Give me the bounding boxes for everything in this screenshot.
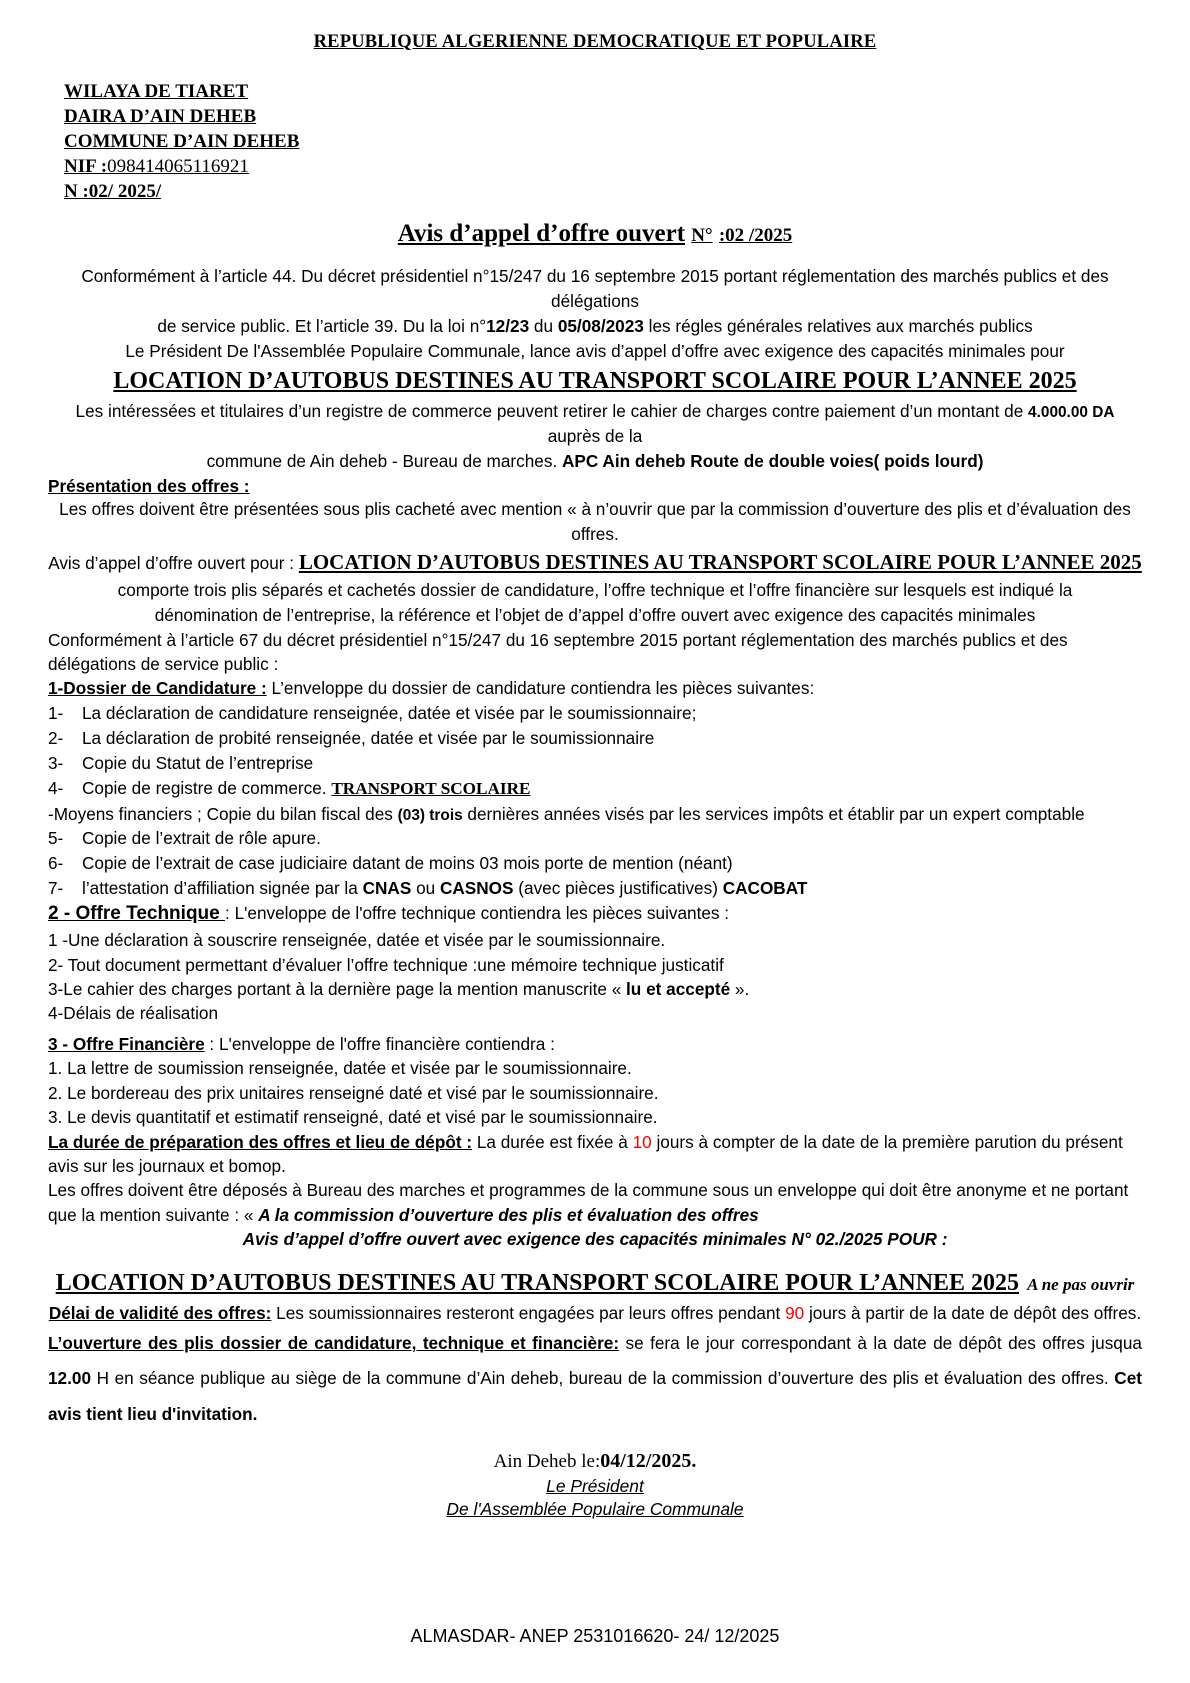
intro-line-3: Le Président De l'Assemblée Populaire Communale, lance avis d’appel d’offre avec exigence des capacités minimales pour	[125, 341, 1065, 362]
candidature-heading: 1-Dossier de Candidature : L’enveloppe du dossier de candidature contiendra les pièces suivantes:	[48, 678, 815, 699]
presentation-heading: Présentation des offres :	[48, 476, 250, 497]
letterhead	[64, 79, 1142, 204]
transport-scolaire-emphasis: TRANSPORT SCOLAIRE	[331, 778, 531, 798]
list-marker: 6-	[48, 853, 64, 874]
financiere-item-3: 3. Le devis quantitatif et estimatif renseigné, daté et visé par le soumissionnaire.	[48, 1107, 658, 1128]
signature-place-date: Ain Deheb le:04/12/2025.	[493, 1449, 697, 1472]
letterhead-wilaya: WILAYA DE TIARET	[64, 81, 249, 102]
national-header	[48, 32, 1142, 53]
presentation-p4: dénomination de l’entreprise, la référence et l’objet de d’appel d’offre ouvert avec exigence des capacités minimales	[154, 604, 1036, 625]
list-marker: 3-	[48, 752, 64, 773]
page-title	[48, 220, 1142, 248]
candidature-list-cont	[48, 826, 1142, 901]
intro-loi: 12/23	[486, 316, 530, 337]
list-item	[48, 726, 1142, 751]
letterhead-ref: N :02/ 2025/	[64, 181, 162, 203]
presentation-p3: comporte trois plis séparés et cachetés dossier de candidature, l’offre technique et l’offre financière sur lesquels est indiqué la	[117, 579, 1073, 600]
list-marker: 1-	[48, 702, 64, 723]
final-title-note: A ne pas ouvrir	[1027, 1275, 1135, 1295]
technique-heading: 2 - Offre Technique : L'enveloppe de l'offre technique contiendra les pièces suivantes :	[48, 903, 730, 925]
intro-line-1: Conformément à l’article 44. Du décret présidentiel n°15/247 du 16 septembre 2015 portant réglementation des marchés publics et des délégations	[81, 266, 1109, 312]
list-text: Copie de l’extrait de case judiciaire datant de moins 03 mois porte de mention (néant)	[82, 853, 733, 874]
presentation-p1: Les offres doivent être présentées sous plis cacheté avec mention « à n’ouvrir que par la commission d’ouverture des plis et d’évaluation des offres.	[59, 499, 1131, 545]
candidature-list	[48, 701, 1142, 802]
intro-line-2: de service public. Et l’article 39. Du la loi n°12/23 du 05/08/2023 les régles générales relatives aux marchés publics	[157, 316, 1033, 337]
national-header-text: REPUBLIQUE ALGERIENNE DEMOCRATIQUE ET POPULAIRE	[313, 32, 877, 52]
list-marker: 7-	[48, 878, 64, 899]
depot-paragraph: Les offres doivent être déposés à Bureau des marches et programmes de la commune sous un enveloppe qui doit être anonyme et ne portant que la mention suivante : « A la commission d’ouverture des plis et évaluation des offres	[48, 1180, 1129, 1225]
retrait-address: APC Ain deheb Route de double voies( poids lourd)	[562, 451, 984, 472]
signature-role-2: De l'Assemblée Populaire Communale	[446, 1499, 744, 1520]
intro-date: 05/08/2023	[557, 316, 644, 337]
object-title-text: LOCATION D’AUTOBUS DESTINES AU TRANSPORT SCOLAIRE POUR L’ANNEE 2025	[113, 368, 1077, 395]
list-item	[48, 826, 1142, 851]
duree-days: 10	[632, 1131, 652, 1152]
casnos-label: CASNOS	[439, 878, 514, 899]
lu-et-accepte: lu et accepté	[626, 979, 731, 1000]
duree-paragraph: La durée de préparation des offres et lieu de dépôt : La durée est fixée à 10 jours à compter de la date de la première parution du présent avis sur les journaux et bomop.	[48, 1131, 1123, 1176]
letterhead-commune: COMMUNE D’AIN DEHEB	[64, 131, 300, 153]
ouverture-paragraph: L’ouverture des plis dossier de candidature, technique et financière: se fera le jour correspondant à la date de dépôt des offres jusqua 12.00 H en séance publique au siège de la commune d’Ain deheb, bureau de la commission d’ouverture des plis et évaluation des offres. Cet avis tient lieu d'invitation.	[48, 1333, 1142, 1424]
depot-mention-2: Avis d’appel d’offre ouvert avec exigence des capacités minimales N° 02./2025 POUR :	[242, 1229, 948, 1250]
technique-heading-label: 2 - Offre Technique	[48, 903, 226, 925]
retrait-line-1: Les intéressées et titulaires d’un registre de commerce peuvent retirer le cahier de charges contre paiement d’un montant de 4.000.00 DA auprès de la	[75, 401, 1115, 447]
list-marker: 4-	[48, 777, 64, 798]
list-item	[48, 876, 1142, 901]
financiere-item-2: 2. Le bordereau des prix unitaires renseigné daté et visé par le soumissionnaire.	[48, 1082, 659, 1103]
technique-item-3: 3-Le cahier des charges portant à la dernière page la mention manuscrite « lu et accepté ».	[48, 979, 750, 1000]
list-text: l’attestation d’affiliation signée par la CNAS ou CASNOS (avec pièces justificatives) CACOBAT	[82, 878, 808, 899]
list-item	[48, 701, 1142, 726]
ouverture-invitation: Cet avis tient lieu d'invitation.	[48, 1368, 1142, 1424]
duree-heading: La durée de préparation des offres et lieu de dépôt :	[48, 1131, 473, 1152]
technique-item-1: 1 -Une déclaration à souscrire renseignée, datée et visée par le soumissionnaire.	[48, 930, 666, 951]
footer	[0, 1626, 1190, 1647]
financiere-heading: 3 - Offre Financière : L'enveloppe de l'offre financière contiendra :	[48, 1033, 555, 1054]
validite-paragraph: Délai de validité des offres: Les soumissionnaires resteront engagées par leurs offres pendant 90 jours à partir de la date de dépôt des offres.	[48, 1303, 1142, 1324]
depot-mention-1: A la commission d’ouverture des plis et évaluation des offres	[258, 1204, 759, 1225]
letterhead-nif-value: 098414065116921	[107, 156, 249, 178]
list-item	[48, 751, 1142, 776]
retrait-amount: 4.000.00 DA	[1028, 404, 1115, 422]
object-title	[48, 368, 1142, 395]
list-text: Copie de registre de commerce. TRANSPORT SCOLAIRE	[82, 777, 531, 798]
ouverture-hour: 12.00	[48, 1368, 92, 1389]
technique-item-2: 2- Tout document permettant d’évaluer l’offre technique :une mémoire technique justicatif	[48, 954, 724, 975]
signature-date: 04/12/2025.	[600, 1449, 697, 1472]
moyens-count: (03) trois	[397, 806, 463, 824]
cnas-label: CNAS	[362, 878, 412, 899]
page-title-number-label: N°	[691, 225, 713, 247]
candidature-moyens-financiers: -Moyens financiers ; Copie du bilan fiscal des (03) trois dernières années visés par les services impôts et établir par un expert comptable	[48, 803, 1085, 824]
presentation-p2: Avis d’appel d’offre ouvert pour : LOCATION D’AUTOBUS DESTINES AU TRANSPORT SCOLAIRE POUR L’ANNEE 2025	[48, 550, 1142, 575]
validite-heading: Délai de validité des offres:	[48, 1303, 272, 1324]
technique-item-4: 4-Délais de réalisation	[48, 1003, 219, 1024]
retrait-line-2: commune de Ain deheb - Bureau de marches. APC Ain deheb Route de double voies( poids lourd)	[206, 451, 984, 472]
presentation-object-title: LOCATION D’AUTOBUS DESTINES AU TRANSPORT SCOLAIRE POUR L’ANNEE 2025	[298, 550, 1142, 575]
cacobat-label: CACOBAT	[722, 878, 808, 899]
final-object-title	[48, 1270, 1142, 1297]
signature-block	[48, 1448, 1142, 1522]
signature-role-1: Le Président	[546, 1475, 644, 1496]
list-text: La déclaration de candidature renseignée, datée et visée par le soumissionnaire;	[82, 702, 697, 723]
list-text: Copie du Statut de l’entreprise	[82, 752, 314, 773]
financiere-heading-label: 3 - Offre Financière	[48, 1033, 205, 1054]
list-text: Copie de l’extrait de rôle apure.	[82, 828, 321, 849]
letterhead-nif: NIF :098414065116921	[64, 156, 249, 178]
list-marker: 2-	[48, 727, 64, 748]
validite-days: 90	[785, 1303, 805, 1324]
financiere-item-1: 1. La lettre de soumission renseignée, datée et visée par le soumissionnaire.	[48, 1058, 632, 1079]
presentation-p5: Conformément à l’article 67 du décret présidentiel n°15/247 du 16 septembre 2015 portant réglementation des marchés publics et des délégations de service public :	[48, 629, 1068, 674]
list-item	[48, 776, 1142, 802]
letterhead-daira: DAIRA D’AIN DEHEB	[64, 106, 257, 128]
footer-text: ALMASDAR- ANEP 2531016620- 24/ 12/2025	[410, 1626, 780, 1646]
page-title-main: Avis d’appel d’offre ouvert	[397, 220, 686, 248]
ouverture-heading: L’ouverture des plis dossier de candidature, technique et financière:	[48, 1333, 620, 1354]
list-item	[48, 851, 1142, 876]
candidature-heading-label: 1-Dossier de Candidature :	[48, 678, 267, 699]
final-object-title-text: LOCATION D’AUTOBUS DESTINES AU TRANSPORT SCOLAIRE POUR L’ANNEE 2025	[55, 1270, 1020, 1297]
page-title-number-value: :02 /2025	[718, 225, 793, 247]
list-text: La déclaration de probité renseignée, datée et visée par le soumissionnaire	[82, 727, 655, 748]
list-marker: 5-	[48, 828, 64, 849]
